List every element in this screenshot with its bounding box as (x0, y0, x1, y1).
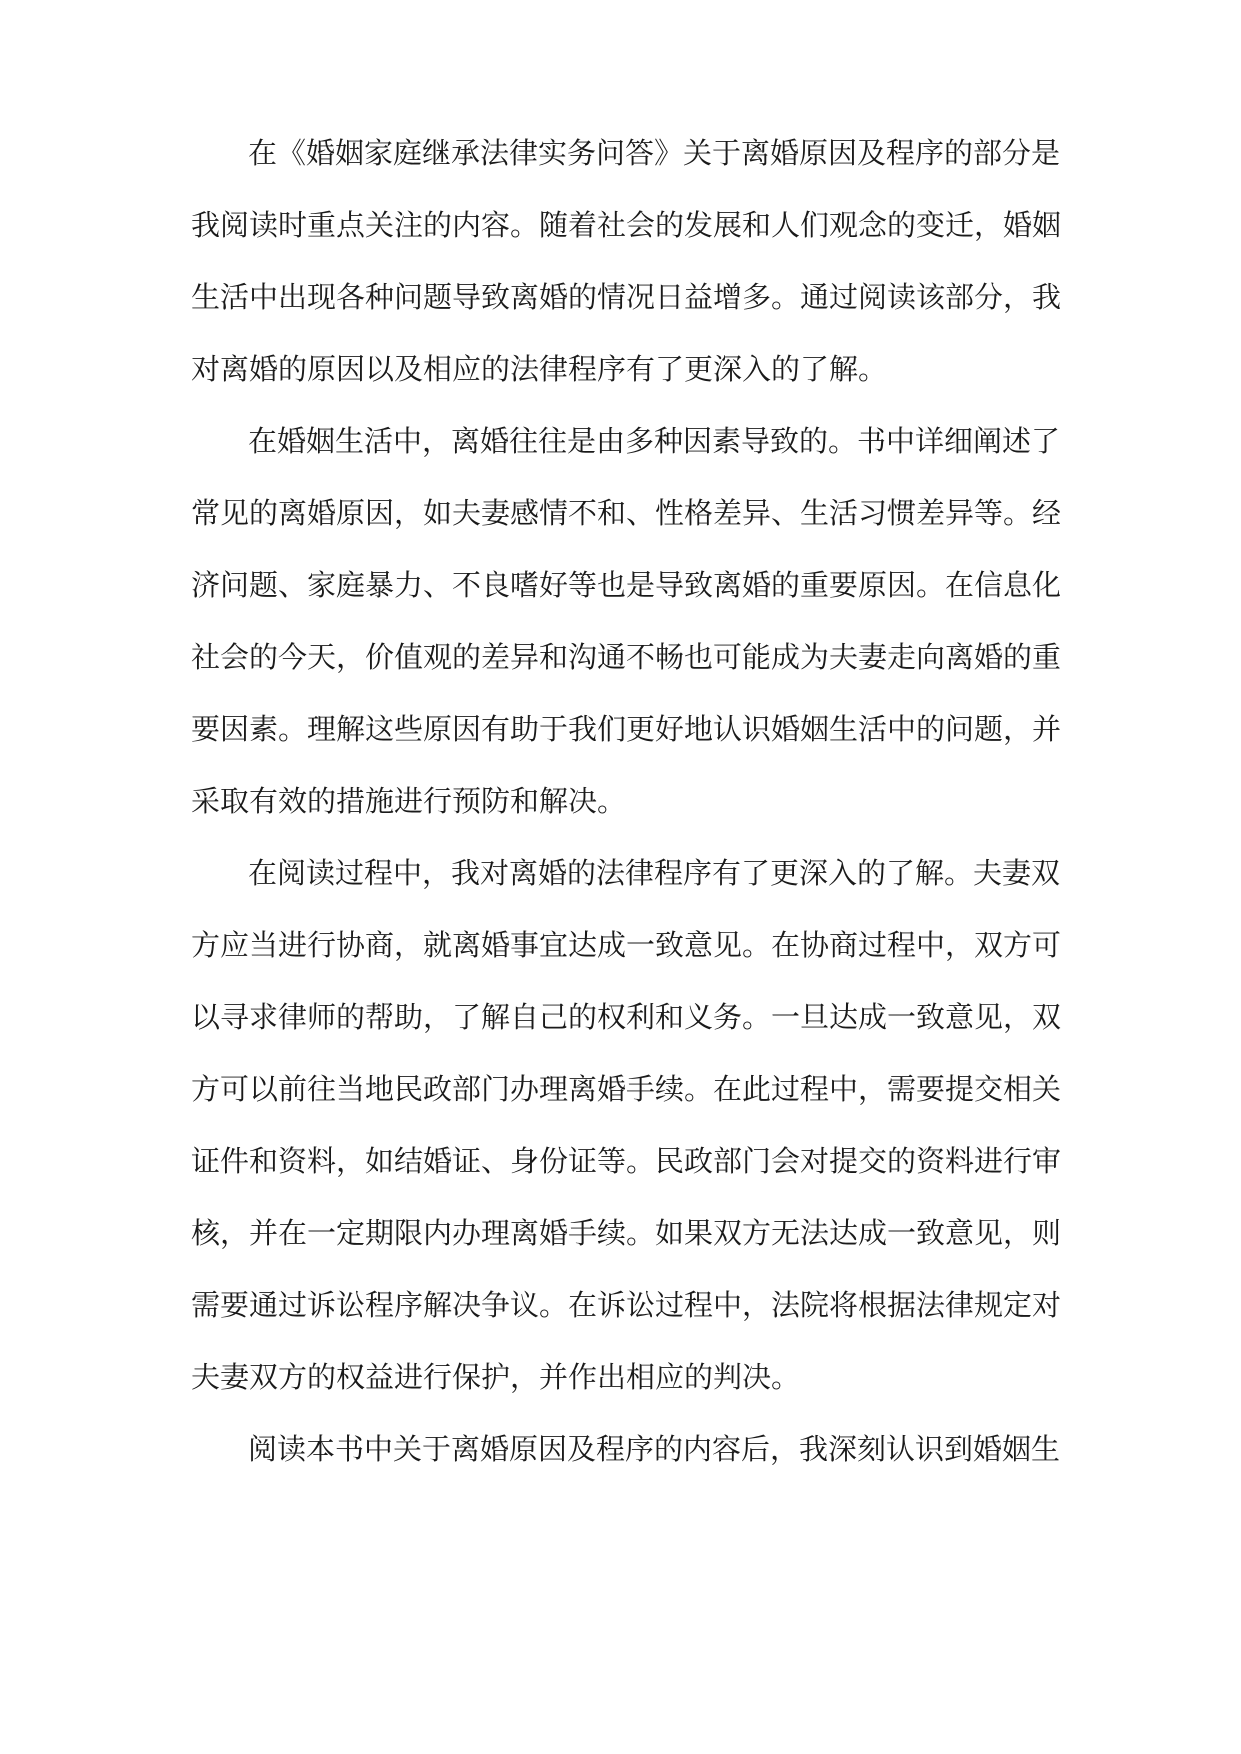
paragraph-3-line-2 (0, 923, 1241, 967)
text-line: 阅读本书中关于离婚原因及程序的内容后，我深刻认识到婚姻生 (248, 1432, 1061, 1466)
paragraph-3-line-4 (0, 1067, 1241, 1111)
paragraph-2-line-3 (0, 563, 1241, 607)
paragraph-1-line-3 (0, 275, 1241, 319)
paragraph-2-line-5 (0, 707, 1241, 751)
text-line: 以寻求律师的帮助，了解自己的权利和义务。一旦达成一致意见，双 (191, 1000, 1062, 1034)
paragraph-3-line-8 (191, 1355, 1241, 1399)
paragraph-1-line-2 (0, 203, 1241, 247)
text-line: 生活中出现各种问题导致离婚的情况日益增多。通过阅读该部分，我 (191, 280, 1062, 314)
paragraph-3-line-6 (0, 1211, 1241, 1255)
paragraph-1-line-4 (191, 347, 1241, 391)
paragraph-2-line-6 (191, 779, 1241, 823)
text-line: 在《婚姻家庭继承法律实务问答》关于离婚原因及程序的部分是 (248, 136, 1061, 170)
text-line: 夫妻双方的权益进行保护，并作出相应的判决。 (191, 1360, 801, 1394)
paragraph-1-line-1 (0, 131, 1241, 175)
paragraph-4-line-1 (0, 1427, 1241, 1471)
text-line: 采取有效的措施进行预防和解决。 (191, 784, 627, 818)
text-line: 证件和资料，如结婚证、身份证等。民政部门会对提交的资料进行审 (191, 1144, 1062, 1178)
paragraph-3-line-5 (0, 1139, 1241, 1183)
paragraph-2-line-2 (0, 491, 1241, 535)
text-line: 常见的离婚原因，如夫妻感情不和、性格差异、生活习惯差异等。经 (191, 496, 1062, 530)
text-line: 核，并在一定期限内办理离婚手续。如果双方无法达成一致意见，则 (191, 1216, 1062, 1250)
paragraph-2-line-1 (0, 419, 1241, 463)
text-line: 要因素。理解这些原因有助于我们更好地认识婚姻生活中的问题，并 (191, 712, 1062, 746)
text-line: 在阅读过程中，我对离婚的法律程序有了更深入的了解。夫妻双 (248, 856, 1061, 890)
text-line: 我阅读时重点关注的内容。随着社会的发展和人们观念的变迁，婚姻 (191, 208, 1062, 242)
text-line: 对离婚的原因以及相应的法律程序有了更深入的了解。 (191, 352, 888, 386)
paragraph-3-line-7 (0, 1283, 1241, 1327)
paragraph-2-line-4 (0, 635, 1241, 679)
paragraph-3-line-3 (0, 995, 1241, 1039)
text-line: 需要通过诉讼程序解决争议。在诉讼过程中，法院将根据法律规定对 (191, 1288, 1062, 1322)
text-line: 方可以前往当地民政部门办理离婚手续。在此过程中，需要提交相关 (191, 1072, 1062, 1106)
text-line: 社会的今天，价值观的差异和沟通不畅也可能成为夫妻走向离婚的重 (191, 640, 1062, 674)
paragraph-3-line-1 (0, 851, 1241, 895)
text-line: 方应当进行协商，就离婚事宜达成一致意见。在协商过程中，双方可 (191, 928, 1062, 962)
text-line: 在婚姻生活中，离婚往往是由多种因素导致的。书中详细阐述了 (248, 424, 1061, 458)
text-line: 济问题、家庭暴力、不良嗜好等也是导致离婚的重要原因。在信息化 (191, 568, 1062, 602)
